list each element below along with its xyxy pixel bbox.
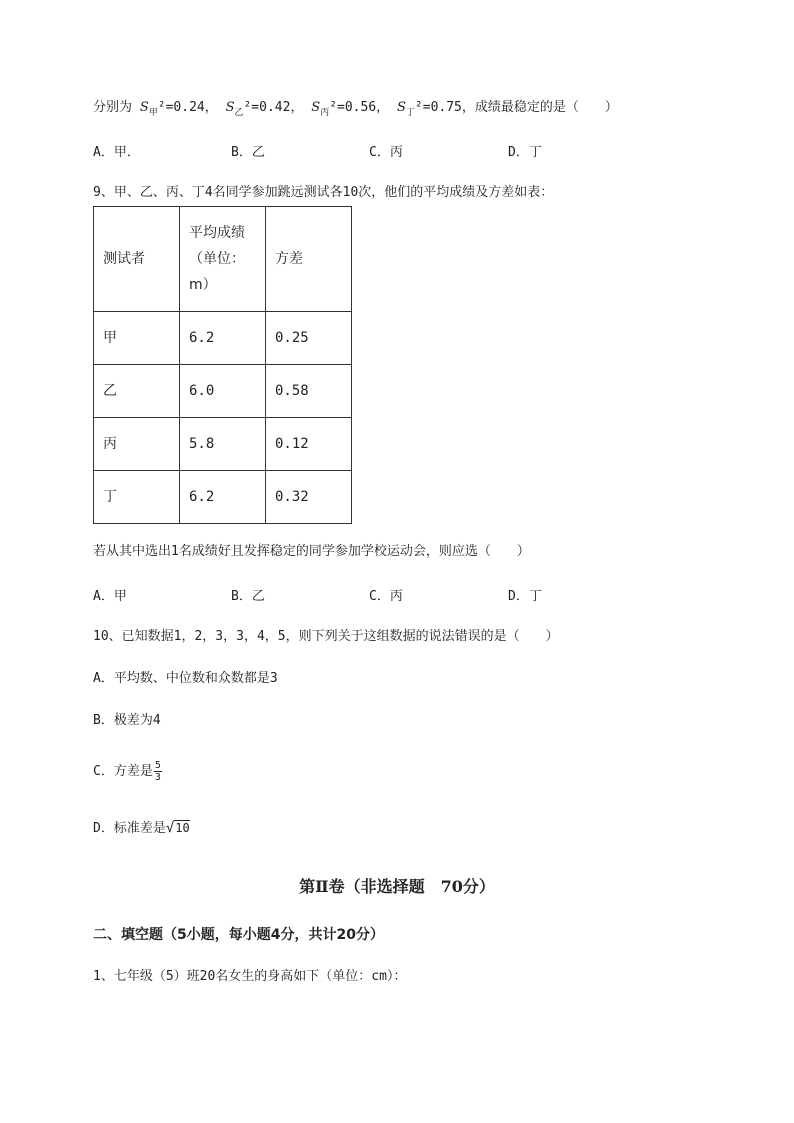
q10-stem: 10、已知数据1，2，3，3，4，5，则下列关于这组数据的说法错误的是（ ） [93,629,559,644]
fraction [154,760,162,783]
table-cell: 0.25 [266,312,352,365]
table-cell: 6.2 [180,471,266,524]
s-sub-ding: 丁 [405,108,415,118]
sqrt-radicand: 10 [175,821,190,835]
s-symbol: S [225,100,235,115]
q8-option-d: D．丁 [508,145,542,160]
table-row [94,471,352,524]
table-cell: 6.2 [180,312,266,365]
table-cell: 0.12 [266,418,352,471]
s-sub-jia: 甲 [148,108,158,118]
s-val-ding: ²=0.75， [414,100,475,115]
q9-option-a: A．甲 [93,589,127,604]
table-row [94,365,352,418]
table-header-cell: 方差 [266,207,352,312]
q8-stem [93,98,618,119]
table-cell: 5.8 [180,418,266,471]
table-cell: 0.58 [266,365,352,418]
q10-option-d [93,818,190,839]
s-symbol: S [397,100,406,115]
header-line: （单位： [189,251,245,267]
q9-question: 若从其中选出1名成绩好且发挥稳定的同学参加学校运动会，则应选（ ） [93,544,530,559]
table-row [94,312,352,365]
option-d-prefix: D．标准差是 [93,821,166,836]
table-cell: 6.0 [180,365,266,418]
option-c-prefix: C．方差是 [93,764,153,779]
s-sub-bing: 丙 [320,108,330,118]
table-cell: 乙 [94,365,180,418]
s-symbol: S [139,100,149,115]
fraction-denominator: 3 [154,772,161,783]
scores-table [93,206,352,524]
table-cell: 甲 [94,312,180,365]
q9-option-b: B．乙 [231,589,265,604]
s-sub-yi: 乙 [234,108,244,118]
sqrt-icon: √ [165,820,175,836]
table-header-row [94,207,352,312]
q8-option-b: B．乙 [231,145,265,160]
table-header-cell [180,207,266,312]
table-cell: 丙 [94,418,180,471]
table-header-cell: 测试者 [94,207,180,312]
q8-prefix: 分别为 [93,100,133,115]
q10-option-a: A．平均数、中位数和众数都是3 [93,671,278,686]
s-val-yi: ²=0.42， [243,100,304,115]
table-row [94,418,352,471]
q8-option-a: A．甲． [93,145,140,160]
part2-heading: 第Ⅱ卷（非选择题 70分） [299,877,495,896]
q10-option-c [93,760,162,783]
table-cell: 丁 [94,471,180,524]
table-cell: 0.32 [266,471,352,524]
fraction-numerator: 5 [154,760,161,771]
header-line: 平均成绩 [189,225,245,241]
q9-option-d: D．丁 [508,589,542,604]
q9-stem: 9、甲、乙、丙、丁4名同学参加跳远测试各10次，他们的平均成绩及方差如表： [93,185,554,200]
s-val-jia: ²=0.24， [157,100,218,115]
q10-option-b: B．极差为4 [93,713,161,728]
fill-question-1: 1、七年级（5）班20名女生的身高如下（单位：cm）： [93,969,407,984]
q8-option-c: C．丙 [369,145,403,160]
q9-option-c: C．丙 [369,589,403,604]
q8-suffix: 成绩最稳定的是（ ） [474,100,618,115]
s-symbol: S [311,100,321,115]
s-val-bing: ²=0.56， [329,100,390,115]
section2-title: 二、填空题（5小题，每小题4分，共计20分） [93,927,384,943]
header-line: m） [189,277,217,293]
